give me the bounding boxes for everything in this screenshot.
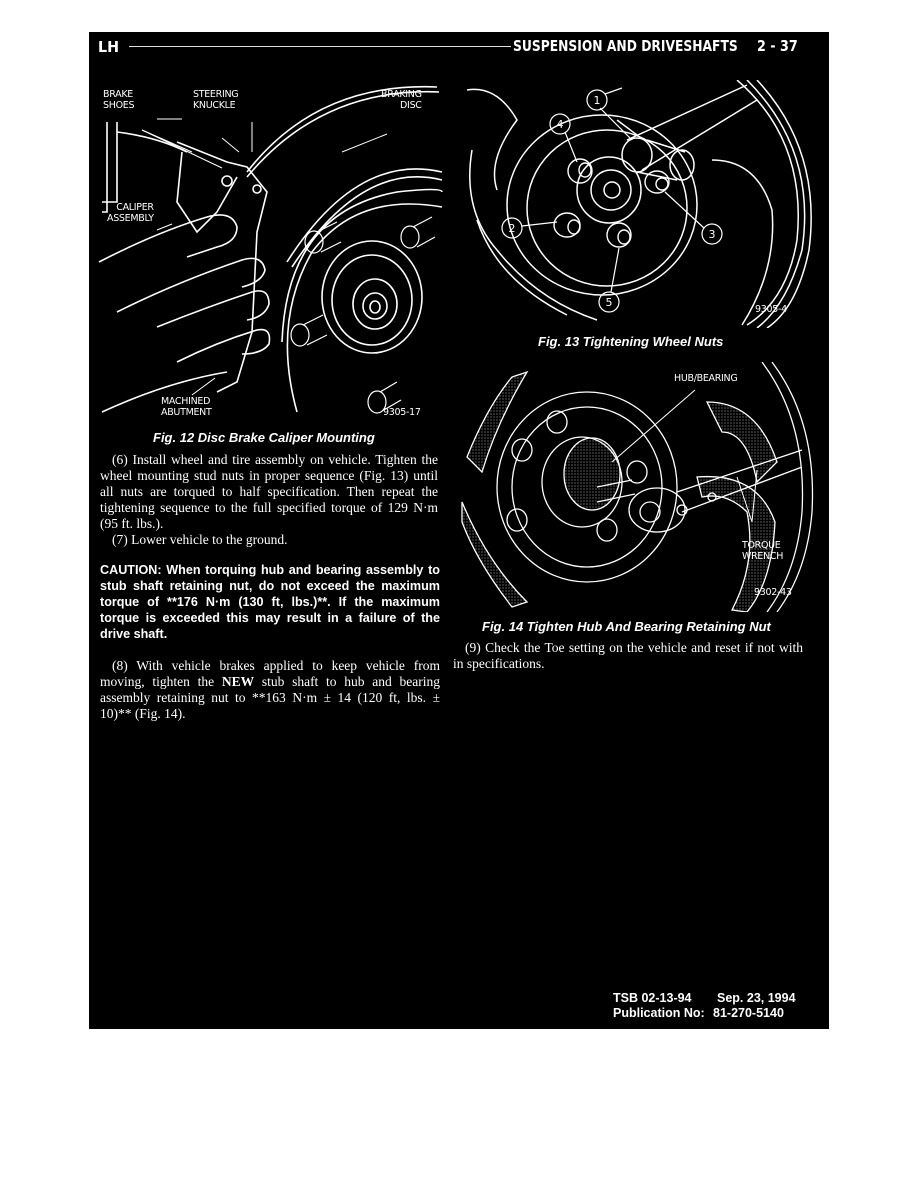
tsb-date: Sep. 23, 1994 <box>717 991 796 1005</box>
wheel-nut-sequence-drawing <box>457 80 827 328</box>
step-9: (9) Check the Toe setting on the vehicle and reset if not with in specifications. <box>453 640 803 671</box>
header-page-number: 2 - 37 <box>757 37 798 55</box>
figure-id-code: 9305-4 <box>755 304 787 315</box>
label-machined-abutment: MACHINED ABUTMENT <box>161 396 212 418</box>
hub-bearing-torque-drawing <box>457 362 827 612</box>
figure-14-hub-nut-illustration <box>457 362 827 612</box>
tsb-number: TSB 02-13-94 <box>613 991 692 1005</box>
callout-4: 4 <box>556 118 564 131</box>
header-section-code: LH <box>98 38 120 56</box>
label-torque-wrench: TORQUE WRENCH <box>742 540 784 562</box>
emphasis-new: NEW <box>221 674 255 689</box>
header-title: SUSPENSION AND DRIVESHAFTS <box>513 37 738 55</box>
steps-6-7 <box>100 452 438 548</box>
figure-12-caption: Fig. 12 Disc Brake Caliper Mounting <box>153 430 375 445</box>
label-hub-bearing: HUB/BEARING <box>674 373 738 384</box>
figure-id-code: 9305-17 <box>383 407 421 418</box>
header-rule <box>129 46 511 47</box>
page-header <box>89 32 829 62</box>
step-6: (6) Install wheel and tire assembly on vehicle. Tighten the wheel mounting stud nuts in proper sequence (Fig. 13) until all nuts are torqued to half specification. Then repeat the tightening sequence to the full specified torque of 129 N·m (95 ft. lbs.). <box>100 452 438 531</box>
manual-page <box>89 32 829 1029</box>
label-steering-knuckle: STEERING KNUCKLE <box>193 89 239 111</box>
caution-note: CAUTION: When torquing hub and bearing assembly to stub shaft retaining nut, do not exceed the maximum torque of **176 N·m (130 ft, lbs.)**. If the maximum torque is exceeded this may result in a failure of the drive shaft. <box>100 563 440 641</box>
figure-13-caption: Fig. 13 Tightening Wheel Nuts <box>538 334 724 349</box>
label-caliper-assembly: CALIPER ASSEMBLY <box>107 202 154 224</box>
page-footer <box>613 991 796 1021</box>
publication-label: Publication No: <box>613 1006 705 1020</box>
figure-13-wheel-nuts-illustration <box>457 80 827 328</box>
publication-number: 81-270-5140 <box>713 1006 784 1020</box>
label-braking-disc: BRAKING DISC <box>381 89 422 111</box>
figure-12-caliper-illustration <box>97 82 449 422</box>
callout-5: 5 <box>605 296 613 309</box>
figure-id-code: 9302-43 <box>754 587 792 598</box>
figure-14-caption: Fig. 14 Tighten Hub And Bearing Retaining Nut <box>482 619 771 634</box>
callout-2: 2 <box>508 222 516 235</box>
callout-3: 3 <box>708 228 716 241</box>
label-brake-shoes: BRAKE SHOES <box>103 89 135 111</box>
callout-1: 1 <box>593 94 601 107</box>
step-7: (7) Lower vehicle to the ground. <box>112 532 288 547</box>
step-8: (8) With vehicle brakes applied to keep vehicle from moving, tighten the NEW stub shaft to hub and bearing assembly retaining nut to **163 N·m ± 14 (120 ft, lbs. ± 10)** (Fig. 14). <box>100 658 440 721</box>
caliper-mounting-drawing <box>97 82 449 422</box>
